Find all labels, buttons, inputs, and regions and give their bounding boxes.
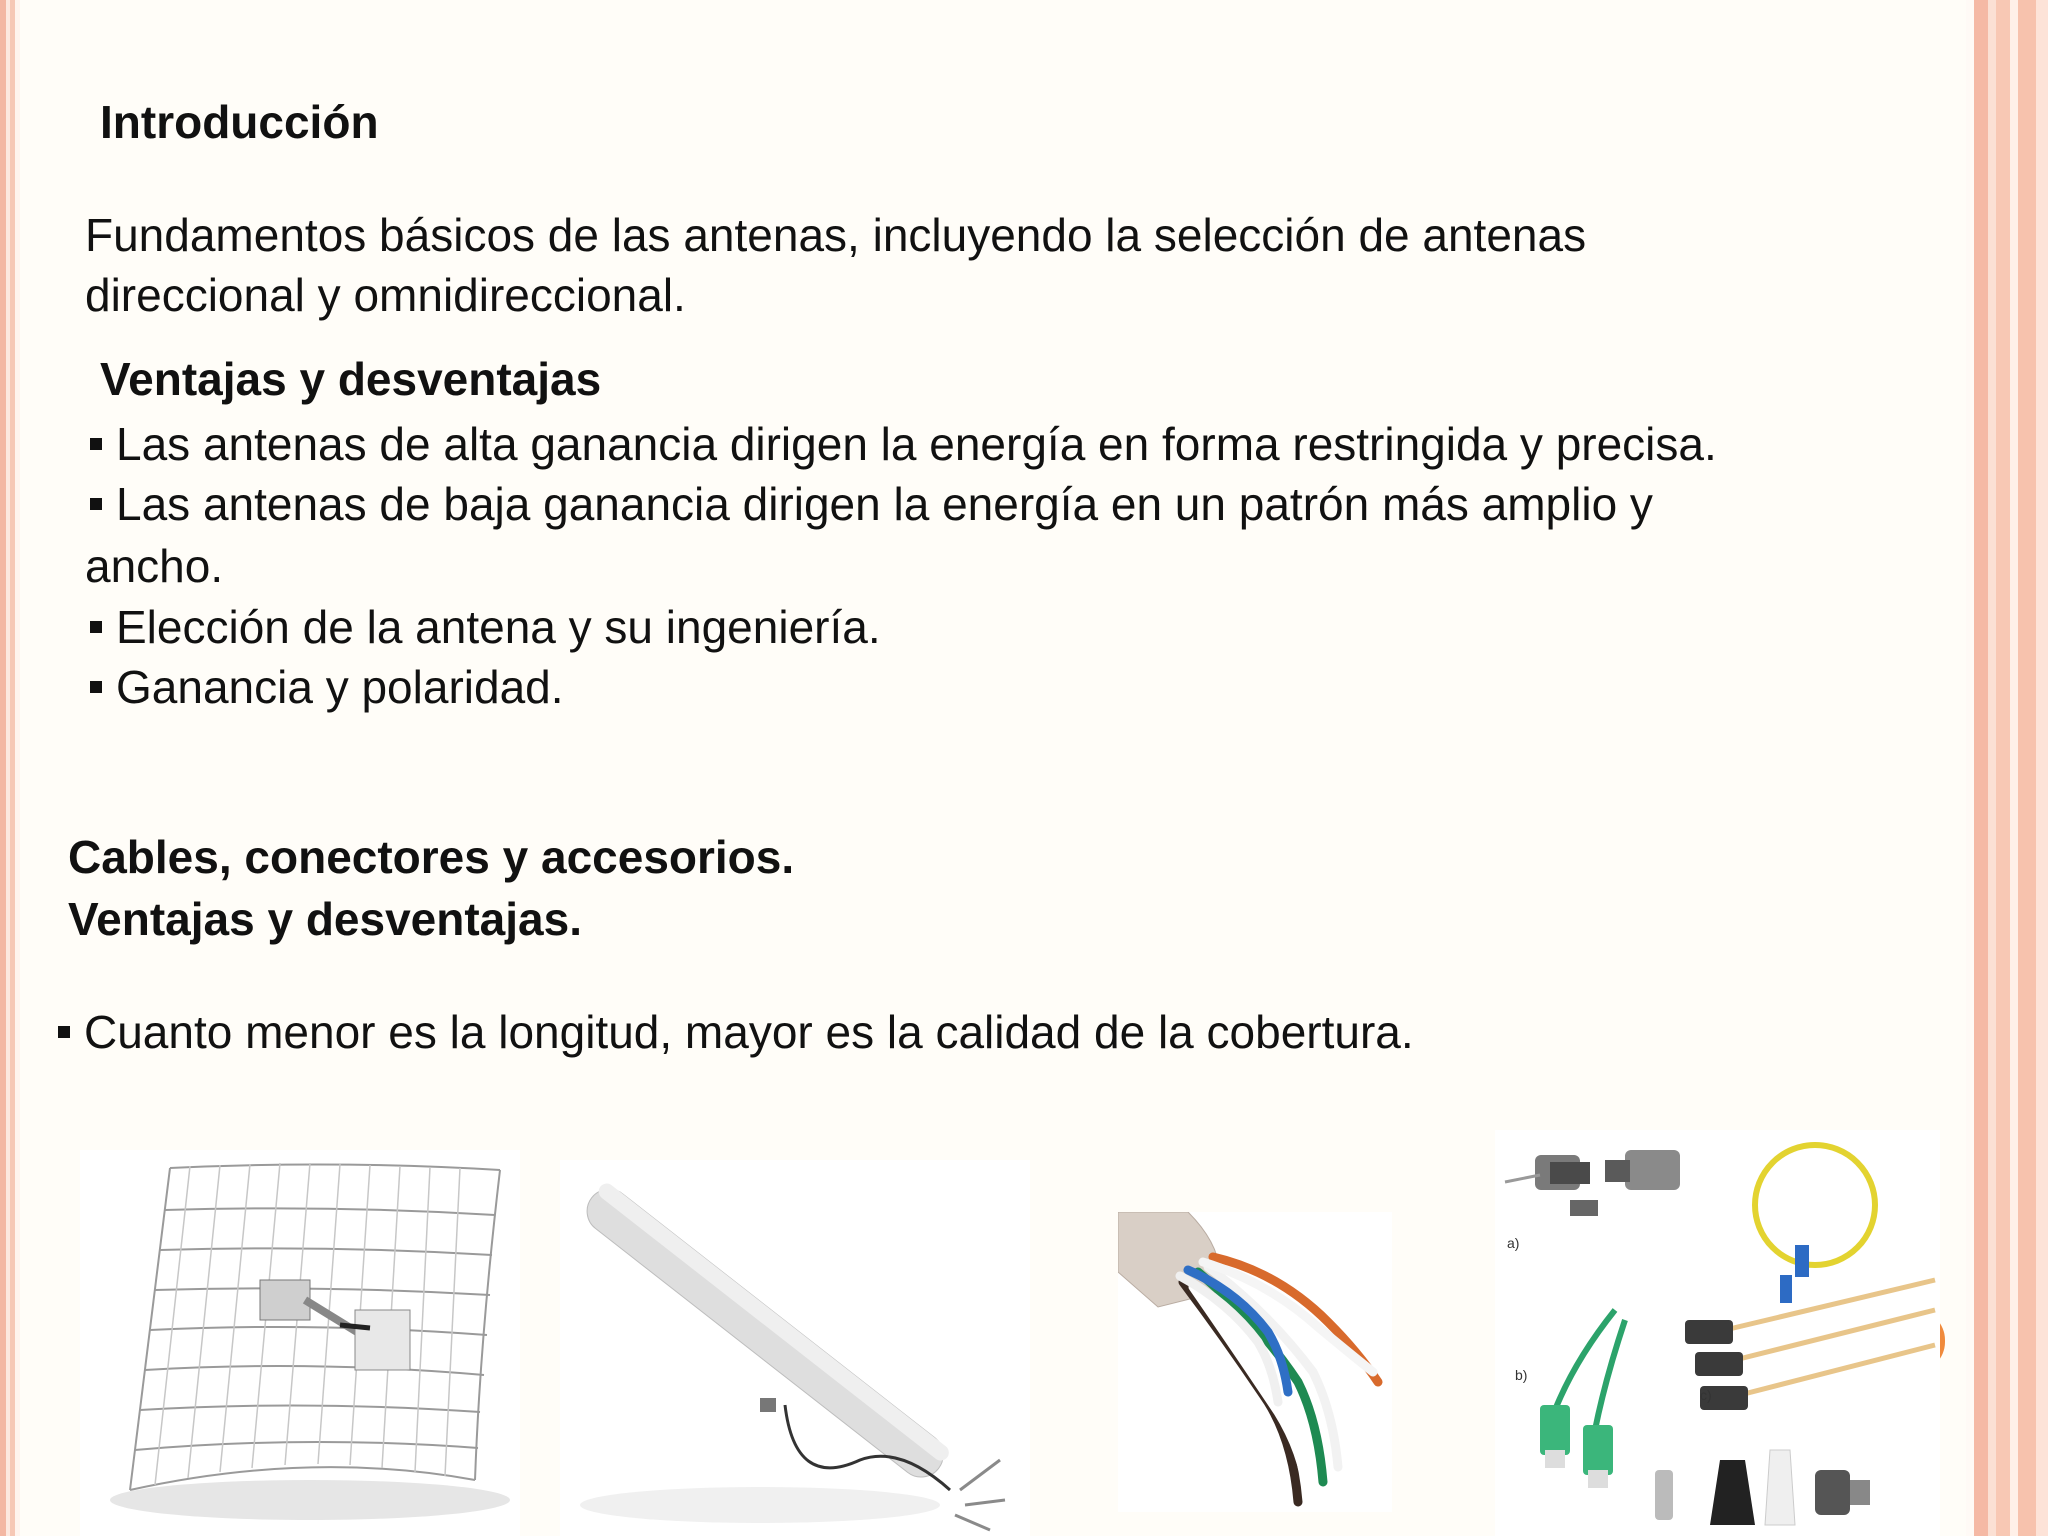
bullet-text: Cuanto menor es la longitud, mayor es la calidad de la cobertura. (84, 1006, 1414, 1058)
utp-cable-image (1118, 1212, 1392, 1512)
antennas-bullet-4 (90, 657, 564, 717)
bullet-square-icon (58, 1026, 70, 1038)
antennas-bullet-3 (90, 597, 881, 657)
intro-paragraph-line2: direccional y omnidireccional. (85, 269, 686, 321)
label-a: a) (1507, 1235, 1520, 1251)
antennas-bullet-2-continuation: ancho. (85, 540, 224, 592)
intro-heading: Introducción (100, 96, 379, 148)
omni-antenna-image (560, 1160, 1030, 1536)
connectors-image (1495, 1130, 1940, 1536)
bullet-square-icon (90, 438, 102, 450)
intro-paragraph-line1: Fundamentos básicos de las antenas, incluyendo la selección de antenas (85, 209, 1587, 261)
label-b: b) (1515, 1367, 1528, 1383)
bullet-square-icon (90, 621, 102, 633)
cables-heading-line1: Cables, conectores y accesorios. (68, 831, 795, 883)
slide-left-border (0, 0, 20, 1536)
cables-heading-line2: Ventajas y desventajas. (68, 893, 582, 945)
bullet-text: Ganancia y polaridad. (116, 661, 564, 713)
slide-right-border (1966, 0, 2048, 1536)
bullet-text: Elección de la antena y su ingeniería. (116, 601, 881, 653)
bullet-text: Las antenas de alta ganancia dirigen la energía en forma restringida y precisa. (116, 418, 1717, 470)
bullet-text: Las antenas de baja ganancia dirigen la energía en un patrón más amplio y (116, 478, 1653, 530)
bullet-square-icon (90, 498, 102, 510)
bullet-square-icon (90, 681, 102, 693)
label-c: c) (1700, 1387, 1712, 1403)
antennas-heading: Ventajas y desventajas (100, 353, 602, 405)
antennas-bullet-1 (90, 414, 1717, 474)
grid-antenna-image (80, 1150, 520, 1536)
cables-bullet (58, 1002, 1414, 1062)
antennas-bullet-2 (90, 474, 1653, 534)
